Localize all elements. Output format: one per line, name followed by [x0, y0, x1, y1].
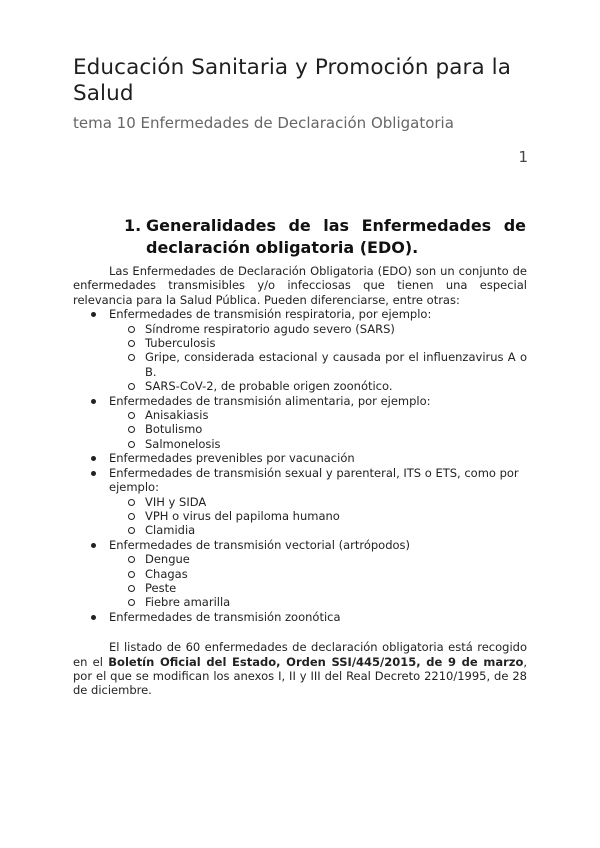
example-item-text: Tuberculosis — [145, 336, 216, 351]
example-list — [109, 322, 527, 394]
hollow-bullet-icon — [128, 585, 135, 592]
hollow-bullet-icon — [128, 354, 135, 361]
bullet-icon — [91, 312, 96, 317]
example-item — [109, 495, 527, 509]
category-item — [73, 610, 527, 624]
section-number: 1. — [124, 216, 142, 235]
example-item — [109, 523, 527, 537]
hollow-bullet-icon — [128, 383, 135, 390]
example-item — [109, 379, 527, 393]
example-item-text: Peste — [145, 580, 177, 595]
example-list — [109, 495, 527, 538]
category-label: Enfermedades de transmisión sexual y parenteral, ITS o ETS, como por ejemplo: — [109, 465, 519, 495]
hollow-bullet-icon — [128, 326, 135, 333]
category-label: Enfermedades de transmisión alimentaria, por ejemplo: — [109, 393, 431, 408]
example-item — [109, 581, 527, 595]
section-heading — [124, 215, 526, 259]
example-item — [109, 322, 527, 336]
example-item-text: Dengue — [145, 552, 190, 567]
example-item — [109, 567, 527, 581]
example-item-text: Botulismo — [145, 422, 203, 437]
page-number: 1 — [518, 148, 528, 166]
example-item — [109, 336, 527, 350]
category-label: Enfermedades de transmisión vectorial (artrópodos) — [109, 537, 411, 552]
bullet-icon — [91, 471, 96, 476]
example-item-text: Síndrome respiratorio agudo severo (SARS) — [145, 321, 395, 336]
example-item — [109, 422, 527, 436]
hollow-bullet-icon — [128, 571, 135, 578]
bullet-icon — [91, 399, 96, 404]
category-item — [73, 451, 527, 465]
category-item — [73, 538, 527, 610]
example-item-text: VPH o virus del papiloma humano — [145, 508, 340, 523]
bullet-icon — [91, 615, 96, 620]
document-body — [73, 264, 527, 698]
hollow-bullet-icon — [128, 340, 135, 347]
hollow-bullet-icon — [128, 527, 135, 534]
category-label: Enfermedades de transmisión zoonótica — [109, 609, 341, 624]
hollow-bullet-icon — [128, 556, 135, 563]
example-item — [109, 509, 527, 523]
document-title: Educación Sanitaria y Promoción para la Salud — [73, 55, 512, 106]
example-list — [109, 408, 527, 451]
closing-text-end: , por el que se modifican los anexos I, II y III del Real Decreto 2210/1995, de 28 de diciembre. — [73, 654, 528, 698]
category-item — [73, 394, 527, 452]
example-list — [109, 552, 527, 610]
hollow-bullet-icon — [128, 426, 135, 433]
closing-text-start: El listado de 60 enfermedades de declaración obligatoria está recogido en el — [73, 640, 527, 669]
category-item — [73, 307, 527, 393]
hollow-bullet-icon — [128, 599, 135, 606]
document-subtitle: tema 10 Enfermedades de Declaración Obligatoria — [73, 114, 454, 132]
hollow-bullet-icon — [128, 412, 135, 419]
category-label: Enfermedades de transmisión respiratoria, por ejemplo: — [109, 307, 432, 322]
example-item-text: Gripe, considerada estacional y causada por el influenzavirus A o B. — [145, 350, 527, 379]
example-item-text: Salmonelosis — [145, 436, 221, 451]
category-list — [73, 307, 527, 624]
hollow-bullet-icon — [128, 513, 135, 520]
example-item — [109, 552, 527, 566]
section-heading-text: Generalidades de las Enfermedades de declaración obligatoria (EDO). — [146, 216, 526, 257]
example-item-text: Fiebre amarilla — [145, 595, 231, 610]
example-item — [109, 437, 527, 451]
example-item — [109, 595, 527, 609]
hollow-bullet-icon — [128, 499, 135, 506]
closing-bold-reference: Boletín Oficial del Estado, Orden SSI/445/2015, de 9 de marzo — [108, 654, 524, 669]
example-item-text: Chagas — [145, 566, 188, 581]
category-label: Enfermedades prevenibles por vacunación — [109, 451, 355, 466]
example-item-text: VIH y SIDA — [145, 494, 207, 509]
closing-paragraph — [73, 640, 527, 698]
example-item-text: Clamidia — [145, 523, 196, 538]
example-item-text: Anisakiasis — [145, 408, 209, 423]
bullet-icon — [91, 543, 96, 548]
example-item — [109, 350, 527, 379]
bullet-icon — [91, 456, 96, 461]
intro-paragraph: Las Enfermedades de Declaración Obligatoria (EDO) son un conjunto de enfermedades transmisibles y/o infecciosas que tienen una especial relevancia para la Salud Pública. Pueden diferenciarse, entre otras: — [73, 264, 527, 307]
hollow-bullet-icon — [128, 441, 135, 448]
category-item — [73, 466, 527, 538]
example-item-text: SARS-CoV-2, de probable origen zoonótico. — [145, 379, 393, 394]
example-item — [109, 408, 527, 422]
